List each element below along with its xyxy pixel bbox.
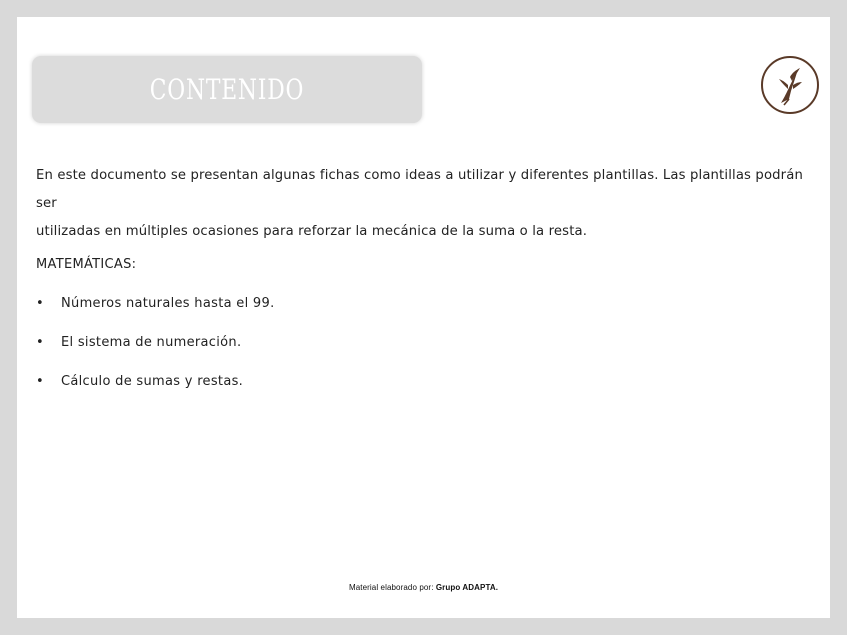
quill-feather-logo-icon [760,55,820,115]
title-banner [32,56,422,123]
intro-paragraph [36,162,806,246]
section-heading: MATEMÁTICAS: [36,257,137,272]
bullet-icon: • [36,374,44,389]
list-item-text: Números naturales hasta el 99. [61,296,275,311]
intro-line-2: utilizadas en múltiples ocasiones para reforzar la mecánica de la suma o la resta. [36,224,588,239]
bullet-icon: • [36,335,44,350]
topic-list [36,294,806,392]
list-item-text: Cálculo de sumas y restas. [61,374,244,389]
footer-credit [17,583,830,592]
list-item [36,294,806,314]
document-content [36,162,806,411]
footer-author: Grupo ADAPTA. [435,583,499,592]
page-title: CONTENIDO [149,73,305,106]
document-page [17,17,830,618]
bullet-icon: • [36,296,44,311]
list-item [36,333,806,353]
intro-line-1: En este documento se presentan algunas fichas como ideas a utilizar y diferentes plantillas. Las plantillas podrán ser [36,168,803,211]
footer-prefix: Material elaborado por: [348,583,436,592]
list-item [36,372,806,392]
list-item-text: El sistema de numeración. [61,335,242,350]
